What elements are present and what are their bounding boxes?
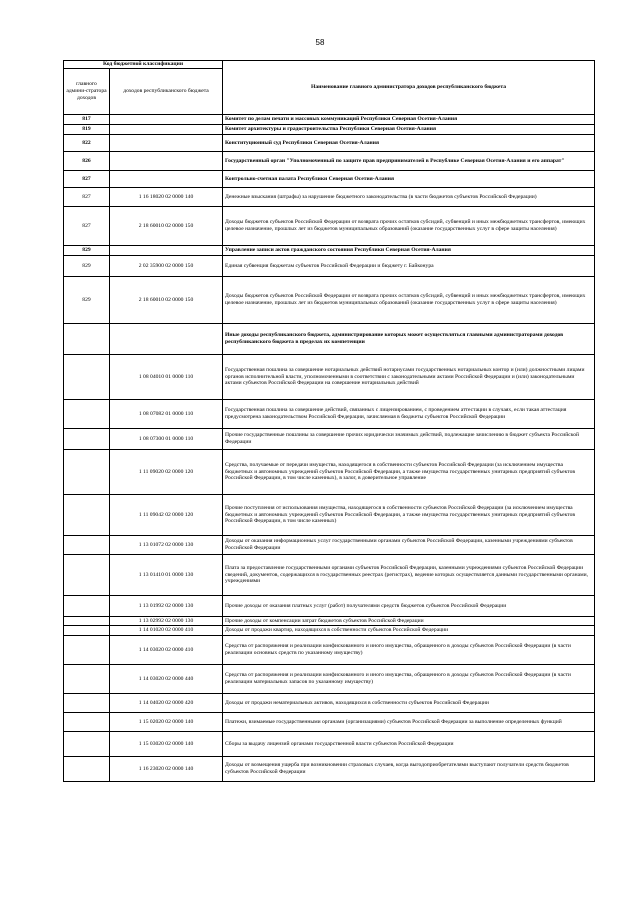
row-kbk-code: 1 16 23020 02 0000 140: [110, 757, 223, 782]
row-name: Прочие доходы от компенсации затрат бюджетов субъектов Российской Федерации: [223, 617, 595, 626]
table-row: [64, 135, 595, 152]
row-name: Платежи, взимаемые государственными органами (организациями) субъектов Российской Федерации за выполнение определенных функций: [223, 713, 595, 732]
row-admin-code: [64, 355, 110, 400]
row-name: Сборы за выдачу лицензий органами государственной власти субъектов Российской Федерации: [223, 732, 595, 757]
row-kbk-code: 1 08 04010 01 0000 110: [110, 355, 223, 400]
row-kbk-code: 1 14 04020 02 0000 420: [110, 694, 223, 713]
row-name: Управление записи актов гражданского состояния Республики Северная Осетия-Алания: [223, 246, 595, 256]
table-row: [64, 757, 595, 782]
row-name: Прочие государственные пошлины за совершение прочих юридически значимых действий, подлежащие зачислению в бюджет субъекта Российской Федерации: [223, 429, 595, 450]
row-kbk-code: 1 11 09020 02 0000 120: [110, 450, 223, 495]
table-row: [64, 555, 595, 596]
row-name: Средства от распоряжения и реализации конфискованного и иного имущества, обращенного в доходы субъектов Российской Федерации (в части реализации материальных запасов по указанному имуществу): [223, 665, 595, 694]
row-kbk-code: 1 08 07300 01 0000 110: [110, 429, 223, 450]
table-row: [64, 355, 595, 400]
row-admin-code: [64, 626, 110, 636]
row-kbk-code: 1 08 07082 01 0000 110: [110, 400, 223, 429]
table-row: [64, 626, 595, 636]
table-row: [64, 665, 595, 694]
row-name: Доходы бюджетов субъектов Российской Федерации от возврата прочих остатков субсидий, субвенций и иных межбюджетных трансфертов, имеющих целевое назначение, прошлых лет из бюджетов муниципальных образований (оказание государственных услуг в сфере защиты населения): [223, 277, 595, 324]
table-row: [64, 207, 595, 246]
row-admin-code: 829: [64, 256, 110, 277]
row-name: Конституционный суд Республики Северная Осетия-Алания: [223, 135, 595, 152]
row-kbk-code: [110, 246, 223, 256]
table-row: [64, 152, 595, 171]
row-kbk-code: 1 13 01072 02 0000 130: [110, 536, 223, 555]
table-row: [64, 400, 595, 429]
row-admin-code: [64, 555, 110, 596]
header-admin-column: главного админи-стратора доходов: [64, 69, 110, 115]
row-admin-code: 827: [64, 188, 110, 207]
row-name: Прочие поступления от использования имущества, находящегося в собственности субъектов Российской Федерации (за исключением имущества бюджетных и автономных учреждений субъектов Российской Федерации, а также имущества государственных унитарных предприятий субъектов Российской Федерации, в том числе казенных): [223, 495, 595, 536]
row-name: Доходы от продажи квартир, находящихся в собственности субъектов Российской Федерации: [223, 626, 595, 636]
header-group: Код бюджетной классификации: [64, 61, 223, 69]
row-admin-code: 829: [64, 277, 110, 324]
page-number: 58: [315, 38, 325, 47]
row-admin-code: [64, 713, 110, 732]
row-admin-code: [64, 400, 110, 429]
row-name: Доходы от продажи нематериальных активов, находящихся в собственности субъектов Российской Федерации: [223, 694, 595, 713]
row-name: Комитет по делам печати и массовых коммуникаций Республики Северная Осетия-Алания: [223, 115, 595, 125]
table-row: [64, 694, 595, 713]
header-name-column: Наименование главного администратора доходов республиканского бюджета: [223, 61, 595, 115]
table-row: [64, 277, 595, 324]
table-row: [64, 536, 595, 555]
row-admin-code: [64, 636, 110, 665]
header-kbk-column: доходов республиканского бюджета: [110, 69, 223, 115]
row-kbk-code: [110, 324, 223, 355]
row-name: Комитет архитектуры и градостроительства Республики Северная Осетия-Алания: [223, 125, 595, 135]
row-name: Доходы от оказания информационных услуг государственными органами субъектов Российской Федерации, казенными учреждениями субъектов Российской Федерации: [223, 536, 595, 555]
table-row: [64, 171, 595, 188]
table-row: [64, 636, 595, 665]
table-row: [64, 596, 595, 617]
table-row: [64, 713, 595, 732]
row-name: Иные доходы республиканского бюджета, администрирование которых может осуществляться главными администраторами доходов республиканского бюджета в пределах их компетенции: [223, 324, 595, 355]
row-name: Доходы бюджетов субъектов Российской Федерации от возврата прочих остатков субсидий, субвенций и иных межбюджетных трансфертов, имеющих целевое назначение, прошлых лет из бюджетов муниципальных образований (оказание государственных услуг в сфере защиты населения): [223, 207, 595, 246]
row-admin-code: 829: [64, 246, 110, 256]
row-name: Государственная пошлина за совершение действий, связанных с лицензированием, с проведением аттестации в случаях, если такая аттестация предусмотрена законодательством Российской Федерации, зачисляемая в бюджеты субъектов Российской Федерации: [223, 400, 595, 429]
row-admin-code: [64, 732, 110, 757]
table-row: [64, 732, 595, 757]
table-row: [64, 617, 595, 626]
row-admin-code: [64, 665, 110, 694]
row-admin-code: [64, 429, 110, 450]
row-kbk-code: 1 14 01020 02 0000 410: [110, 626, 223, 636]
table-row: [64, 450, 595, 495]
row-kbk-code: 1 13 01992 02 0000 130: [110, 596, 223, 617]
row-name: Прочие доходы от оказания платных услуг (работ) получателями средств бюджетов субъектов Российской Федерации: [223, 596, 595, 617]
row-name: Доходы от возмещения ущерба при возникновении страховых случаев, когда выгодоприобретателями выступают получатели средств бюджетов субъектов Российской Федерации: [223, 757, 595, 782]
row-admin-code: 826: [64, 152, 110, 171]
row-admin-code: 827: [64, 207, 110, 246]
table-row: [64, 495, 595, 536]
row-admin-code: [64, 324, 110, 355]
table-row: [64, 429, 595, 450]
row-kbk-code: 2 18 60010 02 0000 150: [110, 277, 223, 324]
row-name: Единая субвенция бюджетам субъектов Российской Федерации и бюджету г. Байконура: [223, 256, 595, 277]
row-kbk-code: 1 14 03020 02 0000 440: [110, 665, 223, 694]
row-kbk-code: 1 16 18020 02 0000 140: [110, 188, 223, 207]
row-admin-code: 822: [64, 135, 110, 152]
row-name: Государственный орган "Уполномоченный по защите прав предпринимателей в Республике Северная Осетия-Алания и его аппарат": [223, 152, 595, 171]
row-kbk-code: 1 13 02992 02 0000 130: [110, 617, 223, 626]
row-name: Государственная пошлина за совершение нотариальных действий нотариусами государственных нотариальных контор и (или) должностными лицами органов исполнительной власти, уполномоченными в соответствии с законодательными актами Российской Федерации и (или) законодательными актами субъектов Российской Федерации на совершение нотариальных действий: [223, 355, 595, 400]
row-name: Средства от распоряжения и реализации конфискованного и иного имущества, обращенного в доходы субъектов Российской Федерации (в части реализации основных средств по указанному имуществу): [223, 636, 595, 665]
row-kbk-code: 1 15 02020 02 0000 140: [110, 713, 223, 732]
row-admin-code: 827: [64, 171, 110, 188]
budget-classification-table: [63, 60, 595, 782]
row-kbk-code: [110, 171, 223, 188]
table-row: [64, 246, 595, 256]
row-admin-code: [64, 495, 110, 536]
table-row: [64, 324, 595, 355]
row-admin-code: 819: [64, 125, 110, 135]
table-row: [64, 125, 595, 135]
row-kbk-code: [110, 115, 223, 125]
table-row: [64, 115, 595, 125]
row-kbk-code: 1 13 01410 01 0000 130: [110, 555, 223, 596]
row-kbk-code: [110, 152, 223, 171]
row-kbk-code: 1 11 09042 02 0000 120: [110, 495, 223, 536]
row-kbk-code: 2 02 35900 02 0000 150: [110, 256, 223, 277]
row-admin-code: [64, 596, 110, 617]
row-admin-code: 817: [64, 115, 110, 125]
table-row: [64, 256, 595, 277]
row-name: Денежные взыскания (штрафы) за нарушение бюджетного законодательства (в части бюджетов субъектов Российской Федерации): [223, 188, 595, 207]
row-name: Плата за предоставление государственными органами субъектов Российской Федерации, казенными учреждениями субъектов Российской Федерации сведений, документов, содержащихся в государственных реестрах (регистрах), ведение которых осуществляется данными государственными органами, учреждениями: [223, 555, 595, 596]
row-admin-code: [64, 450, 110, 495]
row-kbk-code: 2 18 60010 02 0000 150: [110, 207, 223, 246]
table-row: [64, 188, 595, 207]
row-name: Средства, получаемые от передачи имущества, находящегося в собственности субъектов Российской Федерации (за исключением имущества бюджетных и автономных учреждений субъектов Российской Федерации, а также имущества государственных унитарных предприятий субъектов Российской Федерации, в том числе казенных), в залог, в доверительное управление: [223, 450, 595, 495]
row-kbk-code: 1 14 03020 02 0000 410: [110, 636, 223, 665]
row-admin-code: [64, 617, 110, 626]
row-kbk-code: [110, 125, 223, 135]
row-admin-code: [64, 694, 110, 713]
row-kbk-code: [110, 135, 223, 152]
row-admin-code: [64, 536, 110, 555]
row-kbk-code: 1 15 03020 02 0000 140: [110, 732, 223, 757]
row-admin-code: [64, 757, 110, 782]
row-name: Контрольно-счетная палата Республики Северная Осетия-Алания: [223, 171, 595, 188]
